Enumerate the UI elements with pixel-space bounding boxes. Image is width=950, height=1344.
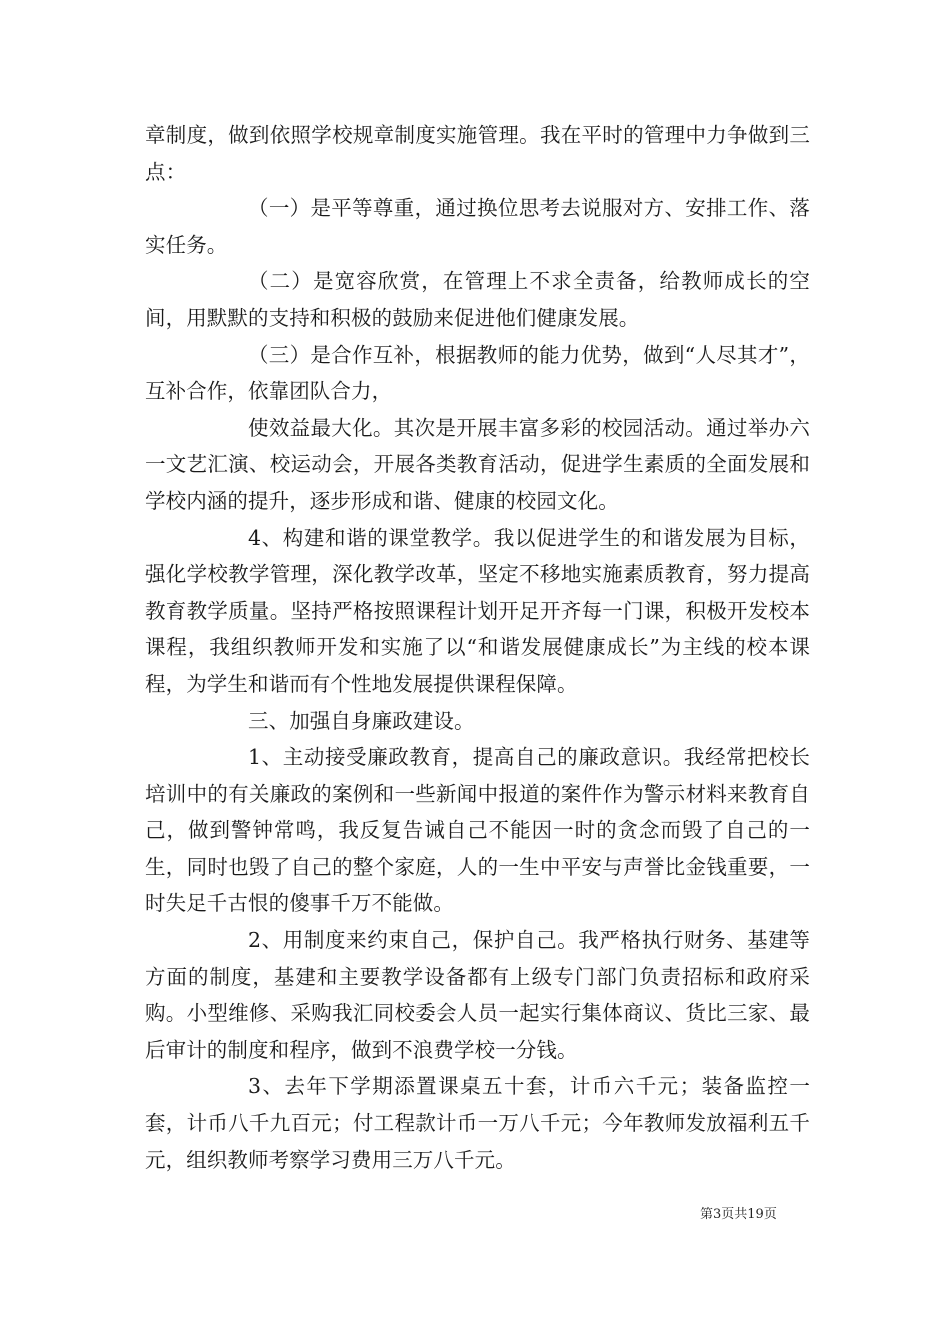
paragraph-1: 章制度，做到依照学校规章制度实施管理。我在平时的管理中力争做到三点： — [145, 123, 810, 184]
page-number-footer: 第3页共19页 — [700, 1207, 777, 1222]
paragraph-2: （一）是平等尊重，通过换位思考去说服对方、安排工作、落实任务。 — [145, 196, 810, 257]
paragraph-4: （三）是合作互补，根据教师的能力优势，做到“人尽其才”，互补合作，依靠团队合力， — [145, 342, 810, 404]
paragraph-5: 使效益最大化。其次是开展丰富多彩的校园活动。通过举办六一文艺汇演、校运动会，开展各类教育活动，促进学生素质的全面发展和学校内涵的提升，逐步形成和谐、健康的校园文化。 — [145, 415, 810, 513]
paragraph-9: 2、用制度来约束自己，保护自己。我严格执行财务、基建等方面的制度，基建和主要教学设备都有上级专门部门负责招标和政府采购。小型维修、采购我汇同校委会人员一起实行集体商议、货比三家、最后审计的制度和程序，做到不浪费学校一分钱。 — [145, 928, 810, 1062]
paragraph-6: 4、构建和谐的课堂教学。我以促进学生的和谐发展为目标，强化学校教学管理，深化教学改革，坚定不移地实施素质教育，努力提高教育教学质量。坚持严格按照课程计划开足开齐每一门课，积极开发校本课程，我组织教师开发和实施了以“和谐发展健康成长”为主线的校本课程，为学生和谐而有个性地发展提供课程保障。 — [145, 525, 810, 696]
paragraph-10: 3、去年下学期添置课桌五十套，计币六千元；装备监控一套，计币八千九百元；付工程款计币一万八千元；今年教师发放福利五千元，组织教师考察学习费用三万八千元。 — [145, 1074, 810, 1172]
document-body — [145, 117, 810, 1178]
section-heading: 三、加强自身廉政建设。 — [248, 708, 475, 733]
paragraph-3: （二）是宽容欣赏，在管理上不求全责备，给教师成长的空间，用默默的支持和积极的鼓励来促进他们健康发展。 — [145, 269, 810, 330]
paragraph-8: 1、主动接受廉政教育，提高自己的廉政意识。我经常把校长培训中的有关廉政的案例和一些新闻中报道的案件作为警示材料来教育自己，做到警钟常鸣，我反复告诫自己不能因一时的贪念而毁了自己的一生，同时也毁了自己的整个家庭，人的一生中平安与声誉比金钱重要，一时失足千古恨的傻事千万不能做。 — [145, 745, 810, 916]
